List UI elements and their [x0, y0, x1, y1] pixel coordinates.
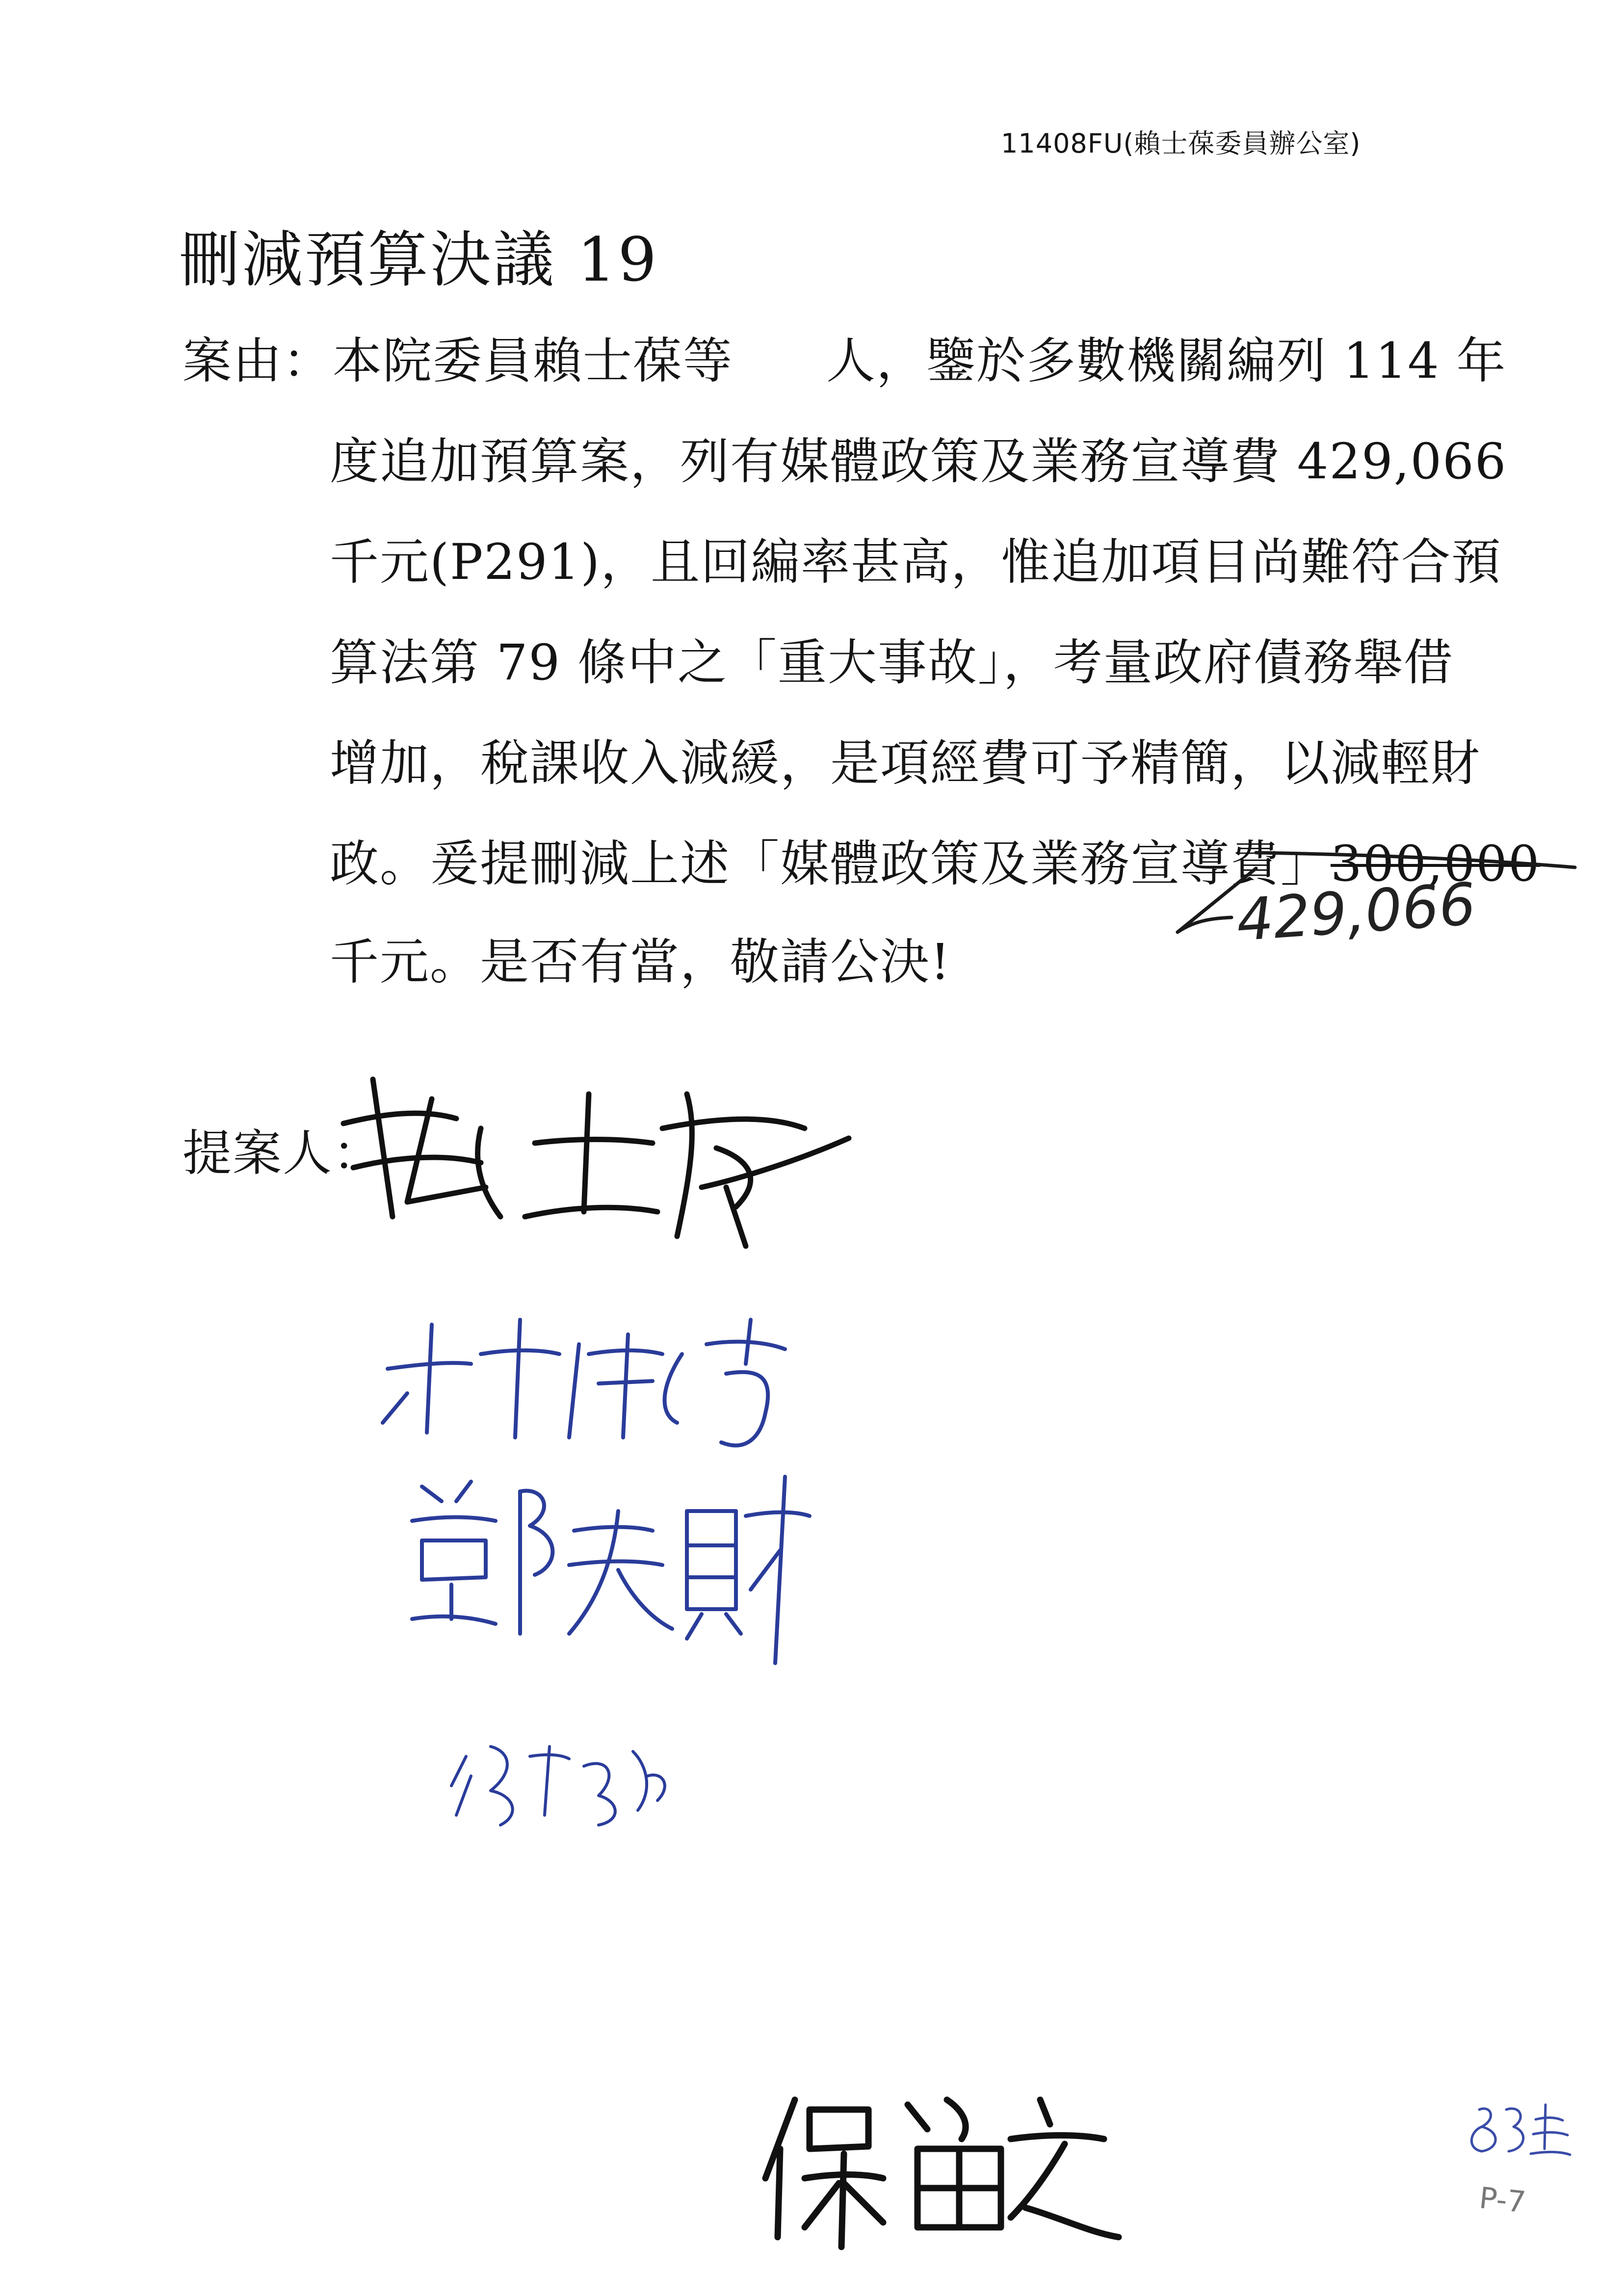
signature-lai-shih-bao	[343, 1079, 849, 1246]
signature-xu-qiao-xin	[451, 1747, 665, 1825]
office-code: 11408FU(賴士葆委員辦公室)	[1001, 128, 1361, 159]
page-mark: P-7	[1477, 2181, 1528, 2220]
motion-line-7: 千元。是否有當，敬請公決!	[330, 933, 951, 991]
motion-label: 案由：	[183, 332, 333, 390]
signature-zheng-tian-cai	[412, 1477, 810, 1663]
motion-line-6-a: 政。爰提刪減上述「媒體政策及業務宣導費」	[330, 835, 1331, 892]
proposer-label: 提案人：	[183, 1124, 383, 1182]
correction-arrow	[1178, 853, 1575, 932]
struck-amount: 300,000	[1331, 835, 1541, 892]
motion-line-1-b: 人，鑒於多數機關編列 114 年	[826, 332, 1507, 390]
motion-line-1-a: 本院委員賴士葆等	[333, 332, 733, 390]
motion-line-3: 千元(P291)，且回編率甚高，惟追加項目尚難符合預	[330, 533, 1502, 591]
margin-note-83	[1471, 2105, 1570, 2155]
motion-line-2: 度追加預算案，列有媒體政策及業務宣導費 429,066	[330, 433, 1507, 490]
signature-lin-qian-qi	[383, 1320, 785, 1445]
handwritten-correction: 429,066	[1234, 870, 1478, 954]
handwritten-note-baoliuzhi	[765, 2100, 1119, 2247]
motion-line-5: 增加，稅課收入減緩，是項經費可予精簡，以減輕財	[330, 734, 1481, 792]
motion-line-4: 算法第 79 條中之「重大事故」，考量政府債務舉借	[330, 634, 1454, 691]
document-title: 刪減預算決議 19	[179, 225, 659, 295]
